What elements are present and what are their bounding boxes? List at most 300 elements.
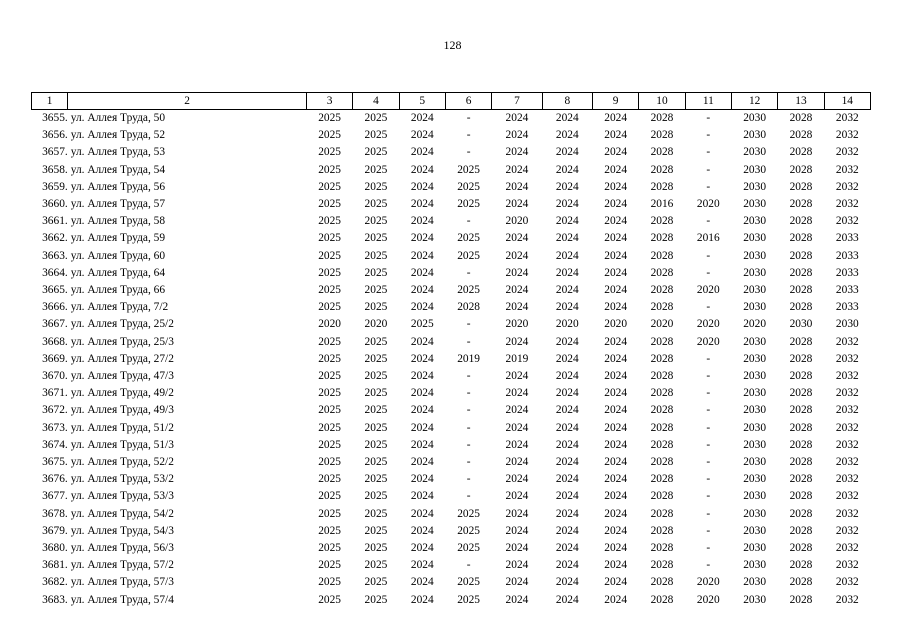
year-cell: 2030 [743,284,767,297]
year-cell: 2025 [364,370,388,383]
year-cell: 2025 [364,352,388,365]
year-cell: 2030 [743,507,767,520]
year-cell: 2028 [789,593,813,606]
year-cell: 2032 [835,456,859,469]
year-cell: 2032 [835,421,859,434]
year-cell: - [466,490,471,503]
address-cell: ул. Аллея Труда, 7/2 [70,301,169,314]
year-cell: 2025 [318,335,341,348]
year-cell: 2024 [604,421,628,434]
year-cell: 2024 [604,352,628,365]
year-cell: 2030 [743,352,767,365]
year-cell: 2025 [364,301,388,314]
year-cell: 2030 [743,370,767,383]
row-number-cell: 3679. [42,524,68,537]
year-cell: 2028 [650,593,674,606]
year-cell: 2028 [789,524,813,537]
year-cell: 2024 [604,301,628,314]
year-cell: 2028 [650,112,674,124]
year-cell: 2024 [604,576,628,589]
year-cell: 2025 [457,507,480,520]
year-cell: 2024 [505,163,529,176]
table-row [32,299,871,316]
year-cell: 2025 [318,284,341,297]
table-row [32,179,871,196]
year-cell: 2016 [650,198,674,211]
year-cell: 2024 [410,576,434,589]
year-cell: 2025 [457,284,480,297]
year-cell: - [706,473,711,486]
address-cell: ул. Аллея Труда, 56/3 [70,542,174,555]
year-cell: 2024 [505,335,529,348]
year-cell: - [466,456,471,469]
year-cell: 2025 [318,146,341,159]
year-cell: 2024 [410,266,434,279]
address-cell: ул. Аллея Труда, 64 [70,266,166,279]
year-cell: 2028 [650,404,674,417]
table-row [32,385,871,402]
year-cell: 2024 [555,301,579,314]
column-header-10: 10 [639,93,685,110]
year-cell: 2025 [318,593,341,606]
year-cell: 2032 [835,438,859,451]
year-cell: 2024 [410,593,434,606]
row-number-cell: 3680. [42,542,68,555]
year-cell: - [466,387,471,400]
year-cell: - [466,559,471,572]
year-cell: - [706,421,711,434]
year-cell: 2028 [789,249,813,262]
year-cell: 2016 [696,232,720,245]
year-cell: - [706,249,711,262]
year-cell: 2032 [835,576,859,589]
year-cell: 2025 [364,559,388,572]
table-row [32,351,871,368]
year-cell: 2024 [555,438,579,451]
year-cell: 2028 [789,129,813,142]
year-cell: 2030 [743,438,767,451]
year-cell: 2028 [650,232,674,245]
year-cell: 2032 [835,593,859,606]
row-number-cell: 3665. [42,284,68,297]
year-cell: 2028 [789,576,813,589]
year-cell: - [706,266,711,279]
year-cell: 2028 [789,180,813,193]
address-cell: ул. Аллея Труда, 52 [70,129,166,142]
year-cell: - [466,146,471,159]
year-cell: 2032 [835,404,859,417]
year-cell: 2025 [318,266,341,279]
address-cell: ул. Аллея Труда, 59 [70,232,166,245]
year-cell: 2024 [604,249,628,262]
year-cell: 2030 [743,542,767,555]
year-cell: 2028 [650,524,674,537]
year-cell: - [706,387,711,400]
year-cell: 2024 [505,146,529,159]
row-number-cell: 3669. [42,352,68,365]
year-cell: 2028 [789,301,813,314]
table-row [32,213,871,230]
year-cell: 2025 [364,129,388,142]
row-number-cell: 3676. [42,473,68,486]
year-cell: 2025 [457,198,480,211]
address-cell: ул. Аллея Труда, 54 [70,163,166,176]
year-cell: 2024 [410,249,434,262]
table-row [32,265,871,282]
year-cell: 2032 [835,473,859,486]
column-header-9: 9 [592,93,638,110]
year-cell: 2024 [410,352,434,365]
address-cell: ул. Аллея Труда, 54/2 [70,507,174,520]
year-cell: 2025 [364,438,388,451]
table-row [32,488,871,505]
year-cell: - [706,352,711,365]
year-cell: 2024 [410,163,434,176]
year-cell: 2025 [457,542,480,555]
year-cell: 2030 [743,146,767,159]
year-cell: 2025 [318,387,341,400]
column-header-6: 6 [445,93,491,110]
year-cell: 2024 [555,146,579,159]
year-cell: 2020 [696,284,720,297]
year-cell: 2025 [318,421,341,434]
year-cell: 2024 [555,542,579,555]
year-cell: - [706,163,711,176]
address-cell: ул. Аллея Труда, 53 [70,146,166,159]
row-number-cell: 3681. [42,559,68,572]
year-cell: 2024 [555,249,579,262]
year-cell: 2024 [604,163,628,176]
year-cell: - [706,542,711,555]
year-cell: 2028 [789,112,813,124]
year-cell: 2019 [505,352,529,365]
year-cell: 2025 [318,542,341,555]
year-cell: 2024 [604,490,628,503]
year-cell: 2020 [696,593,720,606]
year-cell: 2020 [318,318,341,331]
year-cell: - [706,559,711,572]
table-row [32,592,871,609]
year-cell: 2025 [410,318,434,331]
address-cell: ул. Аллея Труда, 66 [70,284,166,297]
year-cell: 2025 [364,593,388,606]
address-cell: ул. Аллея Труда, 60 [70,249,166,262]
year-cell: 2024 [555,576,579,589]
year-cell: 2024 [410,404,434,417]
row-number-cell: 3670. [42,370,68,383]
year-cell: 2028 [789,542,813,555]
year-cell: 2024 [555,284,579,297]
year-cell: 2030 [743,404,767,417]
year-cell: 2024 [604,215,628,228]
year-cell: 2025 [457,163,480,176]
year-cell: 2024 [410,421,434,434]
year-cell: 2032 [835,507,859,520]
year-cell: 2028 [789,404,813,417]
year-cell: 2020 [696,318,720,331]
row-number-cell: 3658. [42,163,68,176]
year-cell: 2024 [604,266,628,279]
address-cell: ул. Аллея Труда, 54/3 [70,524,174,537]
year-cell: 2024 [555,266,579,279]
address-cell: ул. Аллея Труда, 56 [70,180,166,193]
year-cell: 2024 [604,180,628,193]
year-cell: 2024 [410,198,434,211]
year-cell: 2025 [364,542,388,555]
year-cell: 2028 [457,301,480,314]
year-cell: 2024 [555,387,579,400]
year-cell: 2025 [364,198,388,211]
year-cell: 2025 [318,163,341,176]
year-cell: 2030 [743,473,767,486]
year-cell: 2025 [318,352,341,365]
column-header-7: 7 [492,93,542,110]
column-header-5: 5 [399,93,445,110]
year-cell: 2025 [318,301,341,314]
address-cell: ул. Аллея Труда, 27/2 [70,352,174,365]
table-row [32,110,871,128]
year-cell: 2024 [410,215,434,228]
row-number-cell: 3659. [42,180,68,193]
year-cell: - [706,456,711,469]
year-cell: 2025 [364,180,388,193]
year-cell: 2028 [789,559,813,572]
address-cell: ул. Аллея Труда, 25/3 [70,335,174,348]
row-number-cell: 3664. [42,266,68,279]
year-cell: 2024 [505,524,529,537]
year-cell: 2024 [604,387,628,400]
row-number-cell: 3683. [42,593,68,606]
year-cell: 2025 [318,438,341,451]
year-cell: - [706,370,711,383]
year-cell: 2024 [604,542,628,555]
year-cell: 2030 [743,490,767,503]
year-cell: 2030 [743,266,767,279]
year-cell: 2025 [318,559,341,572]
year-cell: 2025 [318,215,341,228]
year-cell: 2030 [743,456,767,469]
year-cell: 2024 [604,473,628,486]
year-cell: 2024 [410,456,434,469]
year-cell: 2028 [789,198,813,211]
year-cell: 2028 [789,507,813,520]
year-cell: 2028 [789,370,813,383]
column-header-12: 12 [731,93,777,110]
year-cell: 2024 [604,198,628,211]
year-cell: 2028 [650,387,674,400]
year-cell: 2028 [650,370,674,383]
table-row [32,368,871,385]
year-cell: 2028 [789,421,813,434]
year-cell: - [466,404,471,417]
year-cell: 2030 [743,112,767,124]
year-cell: 2024 [410,146,434,159]
table-row [32,127,871,144]
year-cell: 2024 [505,370,529,383]
year-cell: 2024 [410,387,434,400]
year-cell: 2030 [743,421,767,434]
year-cell: 2024 [604,404,628,417]
year-cell: - [466,112,471,124]
address-cell: ул. Аллея Труда, 51/3 [70,438,174,451]
year-cell: 2028 [789,456,813,469]
year-cell: 2028 [650,215,674,228]
year-cell: - [706,301,711,314]
year-cell: 2028 [789,490,813,503]
year-cell: 2024 [555,163,579,176]
row-number-cell: 3661. [42,215,68,228]
year-cell: 2024 [410,370,434,383]
address-cell: ул. Аллея Труда, 51/2 [70,421,174,434]
year-cell: - [466,129,471,142]
year-cell: 2028 [650,129,674,142]
address-cell: ул. Аллея Труда, 53/2 [70,473,174,486]
year-cell: 2030 [743,559,767,572]
row-number-cell: 3674. [42,438,68,451]
year-cell: 2024 [410,232,434,245]
year-cell: 2028 [650,352,674,365]
year-cell: 2025 [364,404,388,417]
year-cell: 2020 [505,318,529,331]
year-cell: 2020 [555,318,579,331]
year-cell: 2025 [318,249,341,262]
year-cell: 2020 [743,318,767,331]
year-cell: 2024 [505,593,529,606]
year-cell: 2020 [650,318,674,331]
year-cell: 2025 [318,473,341,486]
year-cell: 2025 [364,473,388,486]
year-cell: 2024 [604,146,628,159]
table-row [32,540,871,557]
row-number-cell: 3660. [42,198,68,211]
year-cell: 2024 [604,129,628,142]
year-cell: 2025 [457,524,480,537]
row-number-cell: 3673. [42,421,68,434]
row-number-cell: 3666. [42,301,68,314]
year-cell: 2028 [650,180,674,193]
page-number: 128 [443,38,462,52]
year-cell: 2024 [604,370,628,383]
table-row [32,454,871,471]
year-cell: 2033 [835,232,859,245]
row-number-cell: 3682. [42,576,68,589]
year-cell: 2025 [318,524,341,537]
year-cell: 2025 [364,215,388,228]
row-number-cell: 3662. [42,232,68,245]
year-cell: 2024 [604,524,628,537]
year-cell: 2025 [457,249,480,262]
year-cell: 2024 [555,335,579,348]
year-cell: - [466,266,471,279]
year-cell: 2030 [789,318,813,331]
year-cell: 2028 [650,163,674,176]
year-cell: 2024 [604,507,628,520]
year-cell: - [466,473,471,486]
year-cell: 2020 [696,335,720,348]
year-cell: 2028 [650,335,674,348]
year-cell: 2032 [835,198,859,211]
year-cell: - [706,524,711,537]
year-cell: 2025 [364,266,388,279]
year-cell: 2024 [555,404,579,417]
year-cell: 2032 [835,146,859,159]
year-cell: 2025 [457,576,480,589]
year-cell: 2028 [650,456,674,469]
year-cell: 2030 [743,129,767,142]
year-cell: 2028 [789,473,813,486]
year-cell: 2025 [364,421,388,434]
year-cell: - [706,146,711,159]
year-cell: 2024 [505,438,529,451]
year-cell: - [706,112,711,124]
row-number-cell: 3663. [42,249,68,262]
year-cell: 2032 [835,215,859,228]
row-number-cell: 3656. [42,129,68,142]
year-cell: - [706,438,711,451]
year-cell: 2030 [743,335,767,348]
table-row [32,471,871,488]
year-cell: 2025 [318,456,341,469]
year-cell: 2024 [555,129,579,142]
year-cell: 2025 [318,129,341,142]
column-header-2: 2 [68,93,307,110]
year-cell: 2025 [457,232,480,245]
year-cell: 2020 [696,198,720,211]
year-cell: 2033 [835,284,859,297]
year-cell: 2033 [835,301,859,314]
table-row [32,230,871,247]
year-cell: 2025 [364,576,388,589]
table-row [32,574,871,591]
year-cell: 2024 [410,129,434,142]
year-cell: 2028 [650,421,674,434]
year-cell: 2025 [318,370,341,383]
year-cell: 2025 [364,490,388,503]
year-cell: 2024 [505,421,529,434]
year-cell: 2032 [835,490,859,503]
year-cell: 2030 [743,301,767,314]
year-cell: - [706,490,711,503]
table-row [32,557,871,574]
data-table [31,92,871,609]
year-cell: 2024 [410,542,434,555]
year-cell: 2032 [835,129,859,142]
year-cell: - [466,421,471,434]
year-cell: 2024 [604,438,628,451]
year-cell: 2032 [835,163,859,176]
year-cell: 2028 [789,163,813,176]
year-cell: 2025 [364,335,388,348]
year-cell: 2024 [505,559,529,572]
address-cell: ул. Аллея Труда, 25/2 [70,318,174,331]
year-cell: 2024 [410,524,434,537]
year-cell: 2025 [364,163,388,176]
year-cell: 2030 [743,387,767,400]
year-cell: 2019 [457,352,480,365]
year-cell: 2024 [410,507,434,520]
year-cell: 2024 [505,387,529,400]
row-number-cell: 3677. [42,490,68,503]
year-cell: 2028 [650,438,674,451]
year-cell: 2030 [743,198,767,211]
row-number-cell: 3655. [42,112,68,124]
address-cell: ул. Аллея Труда, 49/2 [70,387,174,400]
year-cell: 2025 [364,456,388,469]
address-cell: ул. Аллея Труда, 57/2 [70,559,174,572]
year-cell: 2028 [650,490,674,503]
year-cell: 2020 [364,318,388,331]
year-cell: 2028 [789,352,813,365]
